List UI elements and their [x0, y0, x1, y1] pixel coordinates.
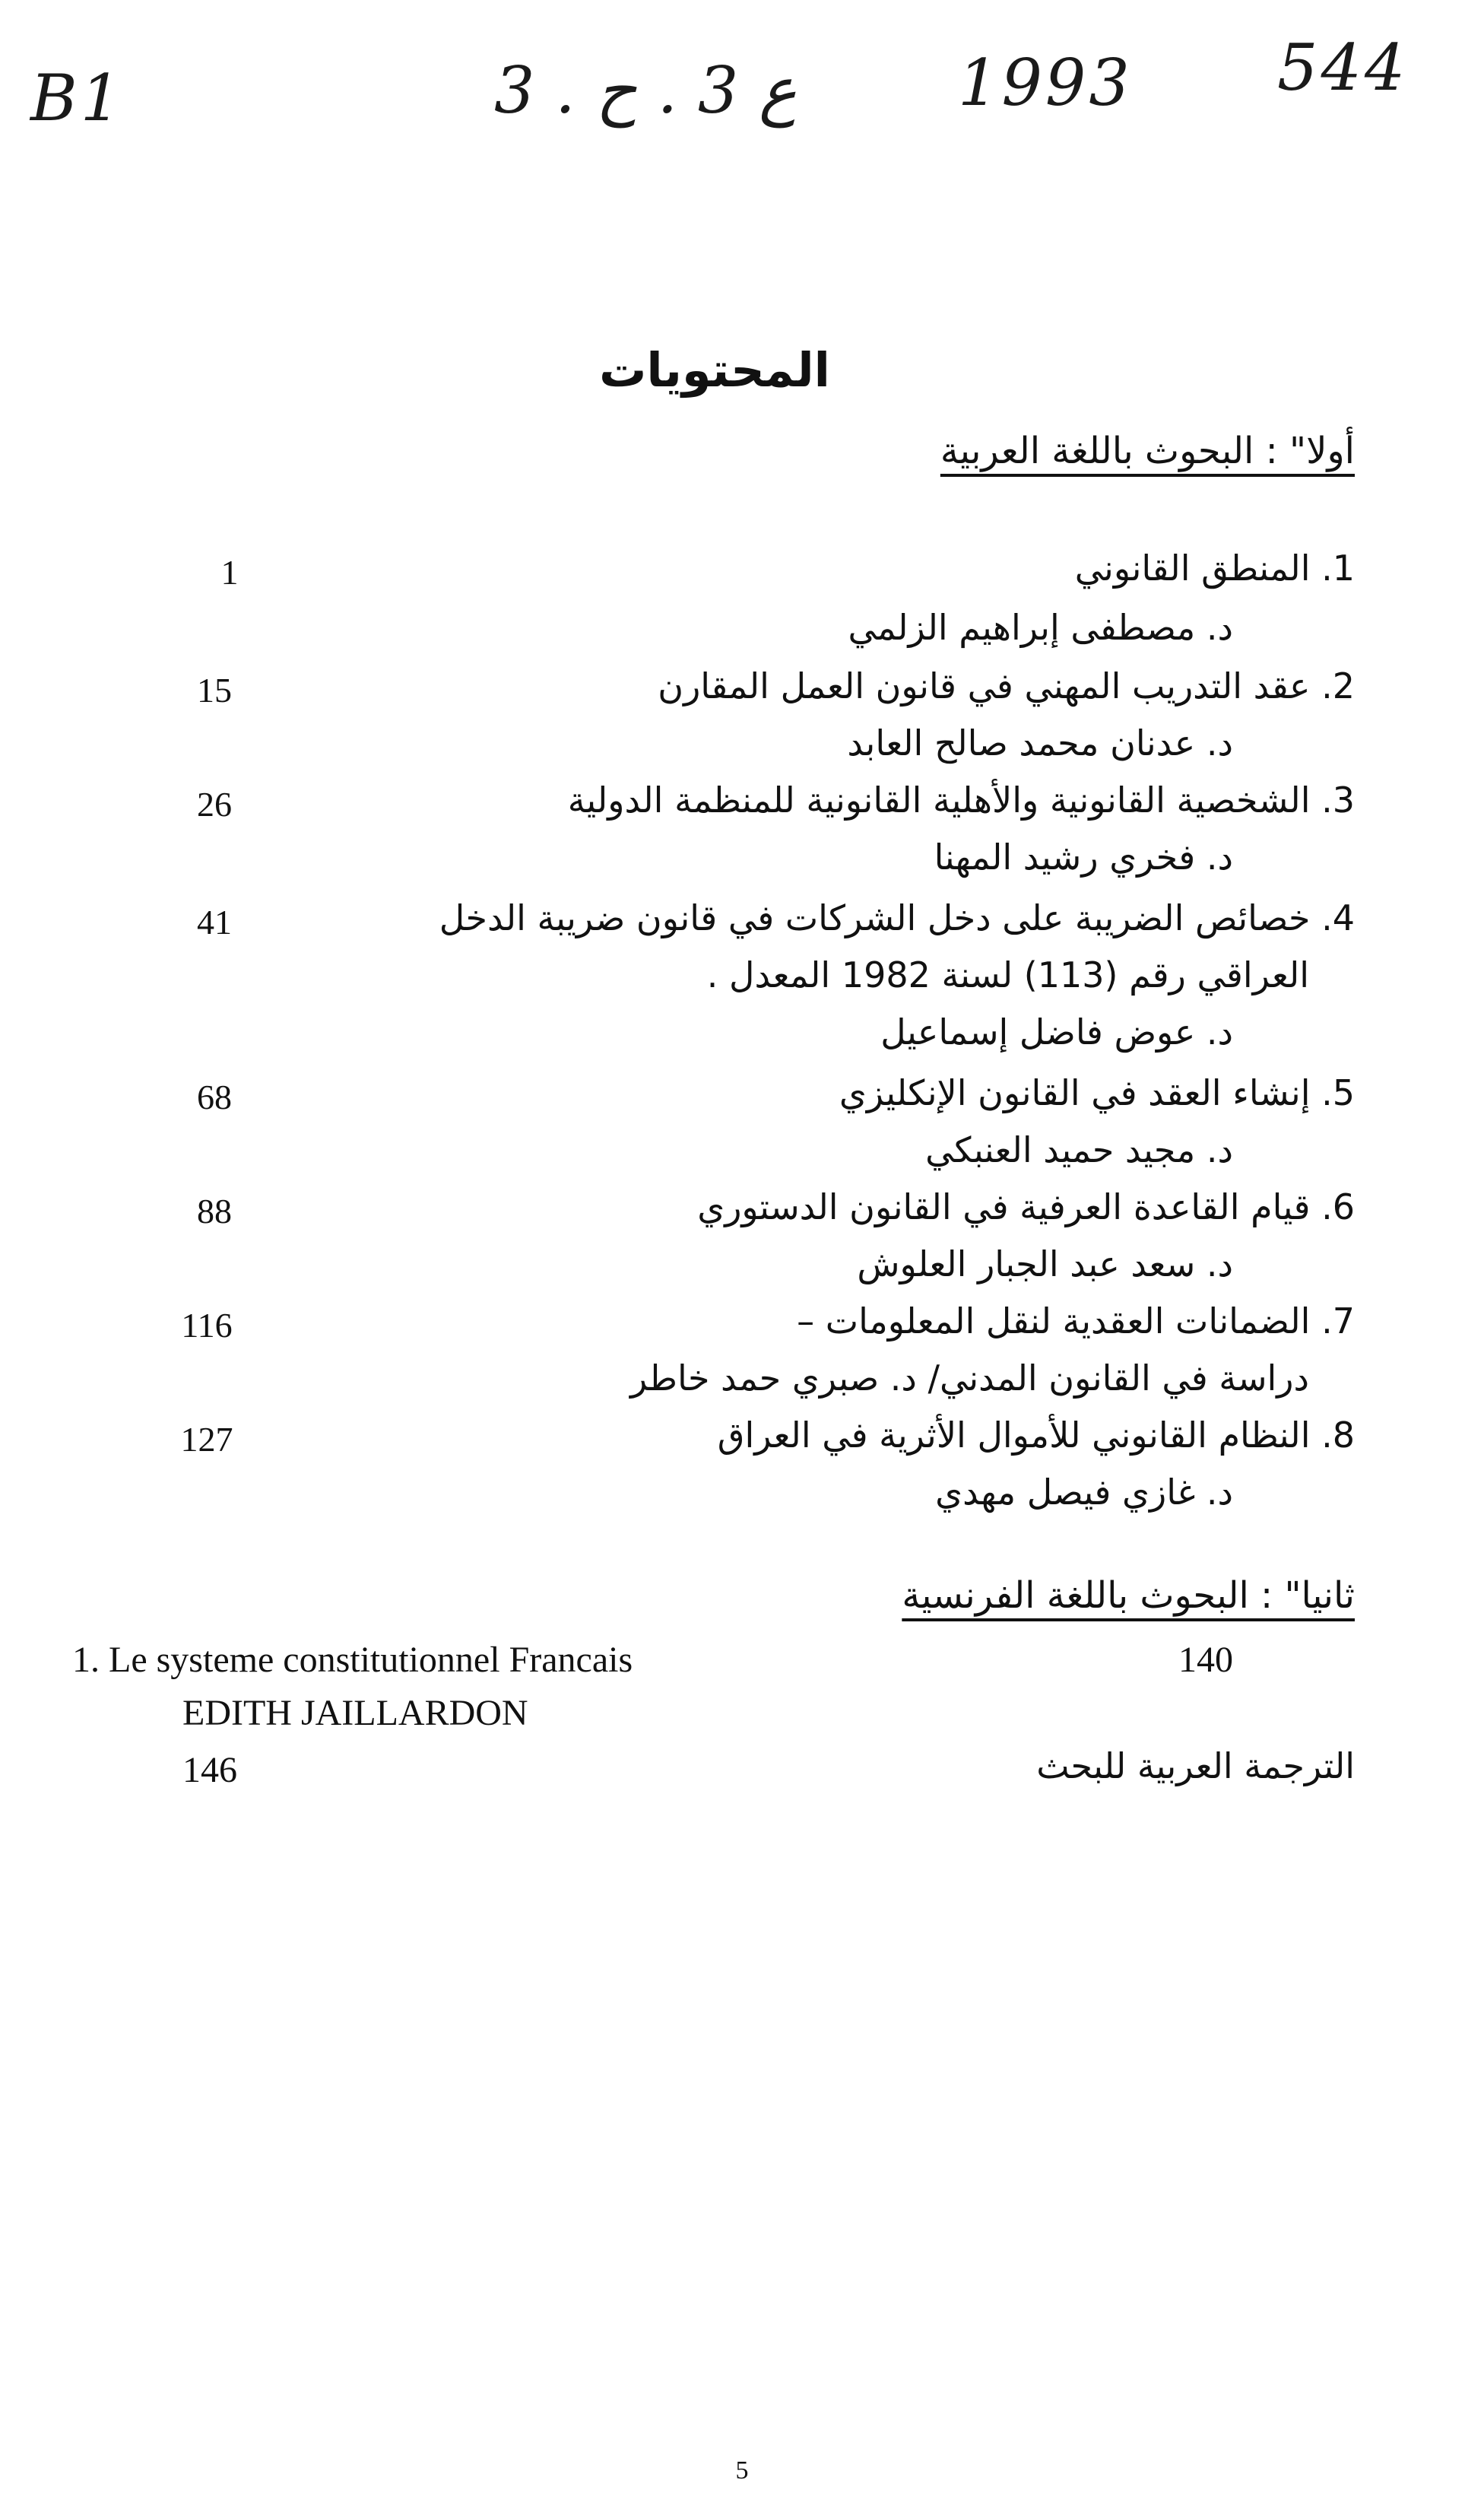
entry-title: 3. الشخصية القانونية والأهلية القانونية للمنظمة الدولية — [567, 780, 1355, 821]
handwritten-shelf-mark: B1 — [30, 61, 125, 135]
entry-page-number: 41 — [197, 903, 232, 941]
entry-title: 2. عقد التدريب المهني في قانون العمل المقارن — [658, 665, 1355, 707]
entry-author: د. عدنان محمد صالح العابد — [847, 722, 1233, 764]
translation-page-number: 146 — [182, 1750, 237, 1790]
entry-title: 4. خصائص الضريبة على دخل الشركات في قانون ضريبة الدخل — [439, 897, 1355, 938]
translation-label: الترجمة العربية للبحث — [1036, 1745, 1355, 1786]
handwritten-year: 1993 — [958, 46, 1133, 120]
entry-page-number: 15 — [197, 671, 232, 710]
page-number: 5 — [735, 2456, 749, 2485]
entry-page-number: 26 — [197, 785, 232, 824]
entry-page-number: 68 — [197, 1078, 232, 1116]
entry-title: 1. المنطق القانوني — [1074, 548, 1355, 589]
entry-title: 5. إنشاء العقد في القانون الإنكليزي — [839, 1072, 1355, 1113]
entry-author: دراسة في القانون المدني/ د. صبري حمد خاطر — [629, 1357, 1309, 1399]
handwritten-number: 544 — [1277, 30, 1409, 105]
entry-page-number: 1 — [220, 553, 239, 592]
french-entry-title: 1. Le systeme constitutionnel Francais — [72, 1640, 633, 1680]
entry-page-number: 88 — [197, 1192, 232, 1230]
entry-page-number: 127 — [180, 1420, 233, 1459]
entry-author: د. مصطفى إبراهيم الزلمي — [848, 607, 1233, 648]
entry-title: 8. النظام القانوني للأموال الأثرية في العراق — [717, 1415, 1355, 1456]
entry-author: د. عوض فاضل إسماعيل — [880, 1011, 1233, 1053]
entry-author: د. سعد عبد الجبار العلوش — [857, 1243, 1233, 1284]
entry-author: د. غازي فيصل مهدي — [935, 1472, 1233, 1513]
entry-title-continued: العراقي رقم (113) لسنة 1982 المعدل . — [706, 954, 1309, 995]
section-french-heading: ثانيا" : البحوث باللغة الفرنسية — [902, 1574, 1355, 1617]
entry-title: 6. قيام القاعدة العرفية في القانون الدستوري — [697, 1186, 1355, 1227]
handwritten-classification: 3 . ع 3 . ح — [494, 53, 797, 128]
french-entry-page-number: 140 — [1178, 1640, 1233, 1680]
entry-author: د. فخري رشيد المهنا — [934, 837, 1233, 878]
section-arabic-heading: أولا" : البحوث باللغة العربية — [940, 430, 1355, 472]
entry-author: د. مجيد حميد العنبكي — [925, 1129, 1233, 1170]
page-title: المحتويات — [599, 342, 830, 398]
entry-title: 7. الضمانات العقدية لنقل المعلومات – — [797, 1300, 1355, 1342]
french-entry-author: EDITH JAILLARDON — [182, 1693, 528, 1733]
entry-page-number: 116 — [181, 1306, 233, 1345]
